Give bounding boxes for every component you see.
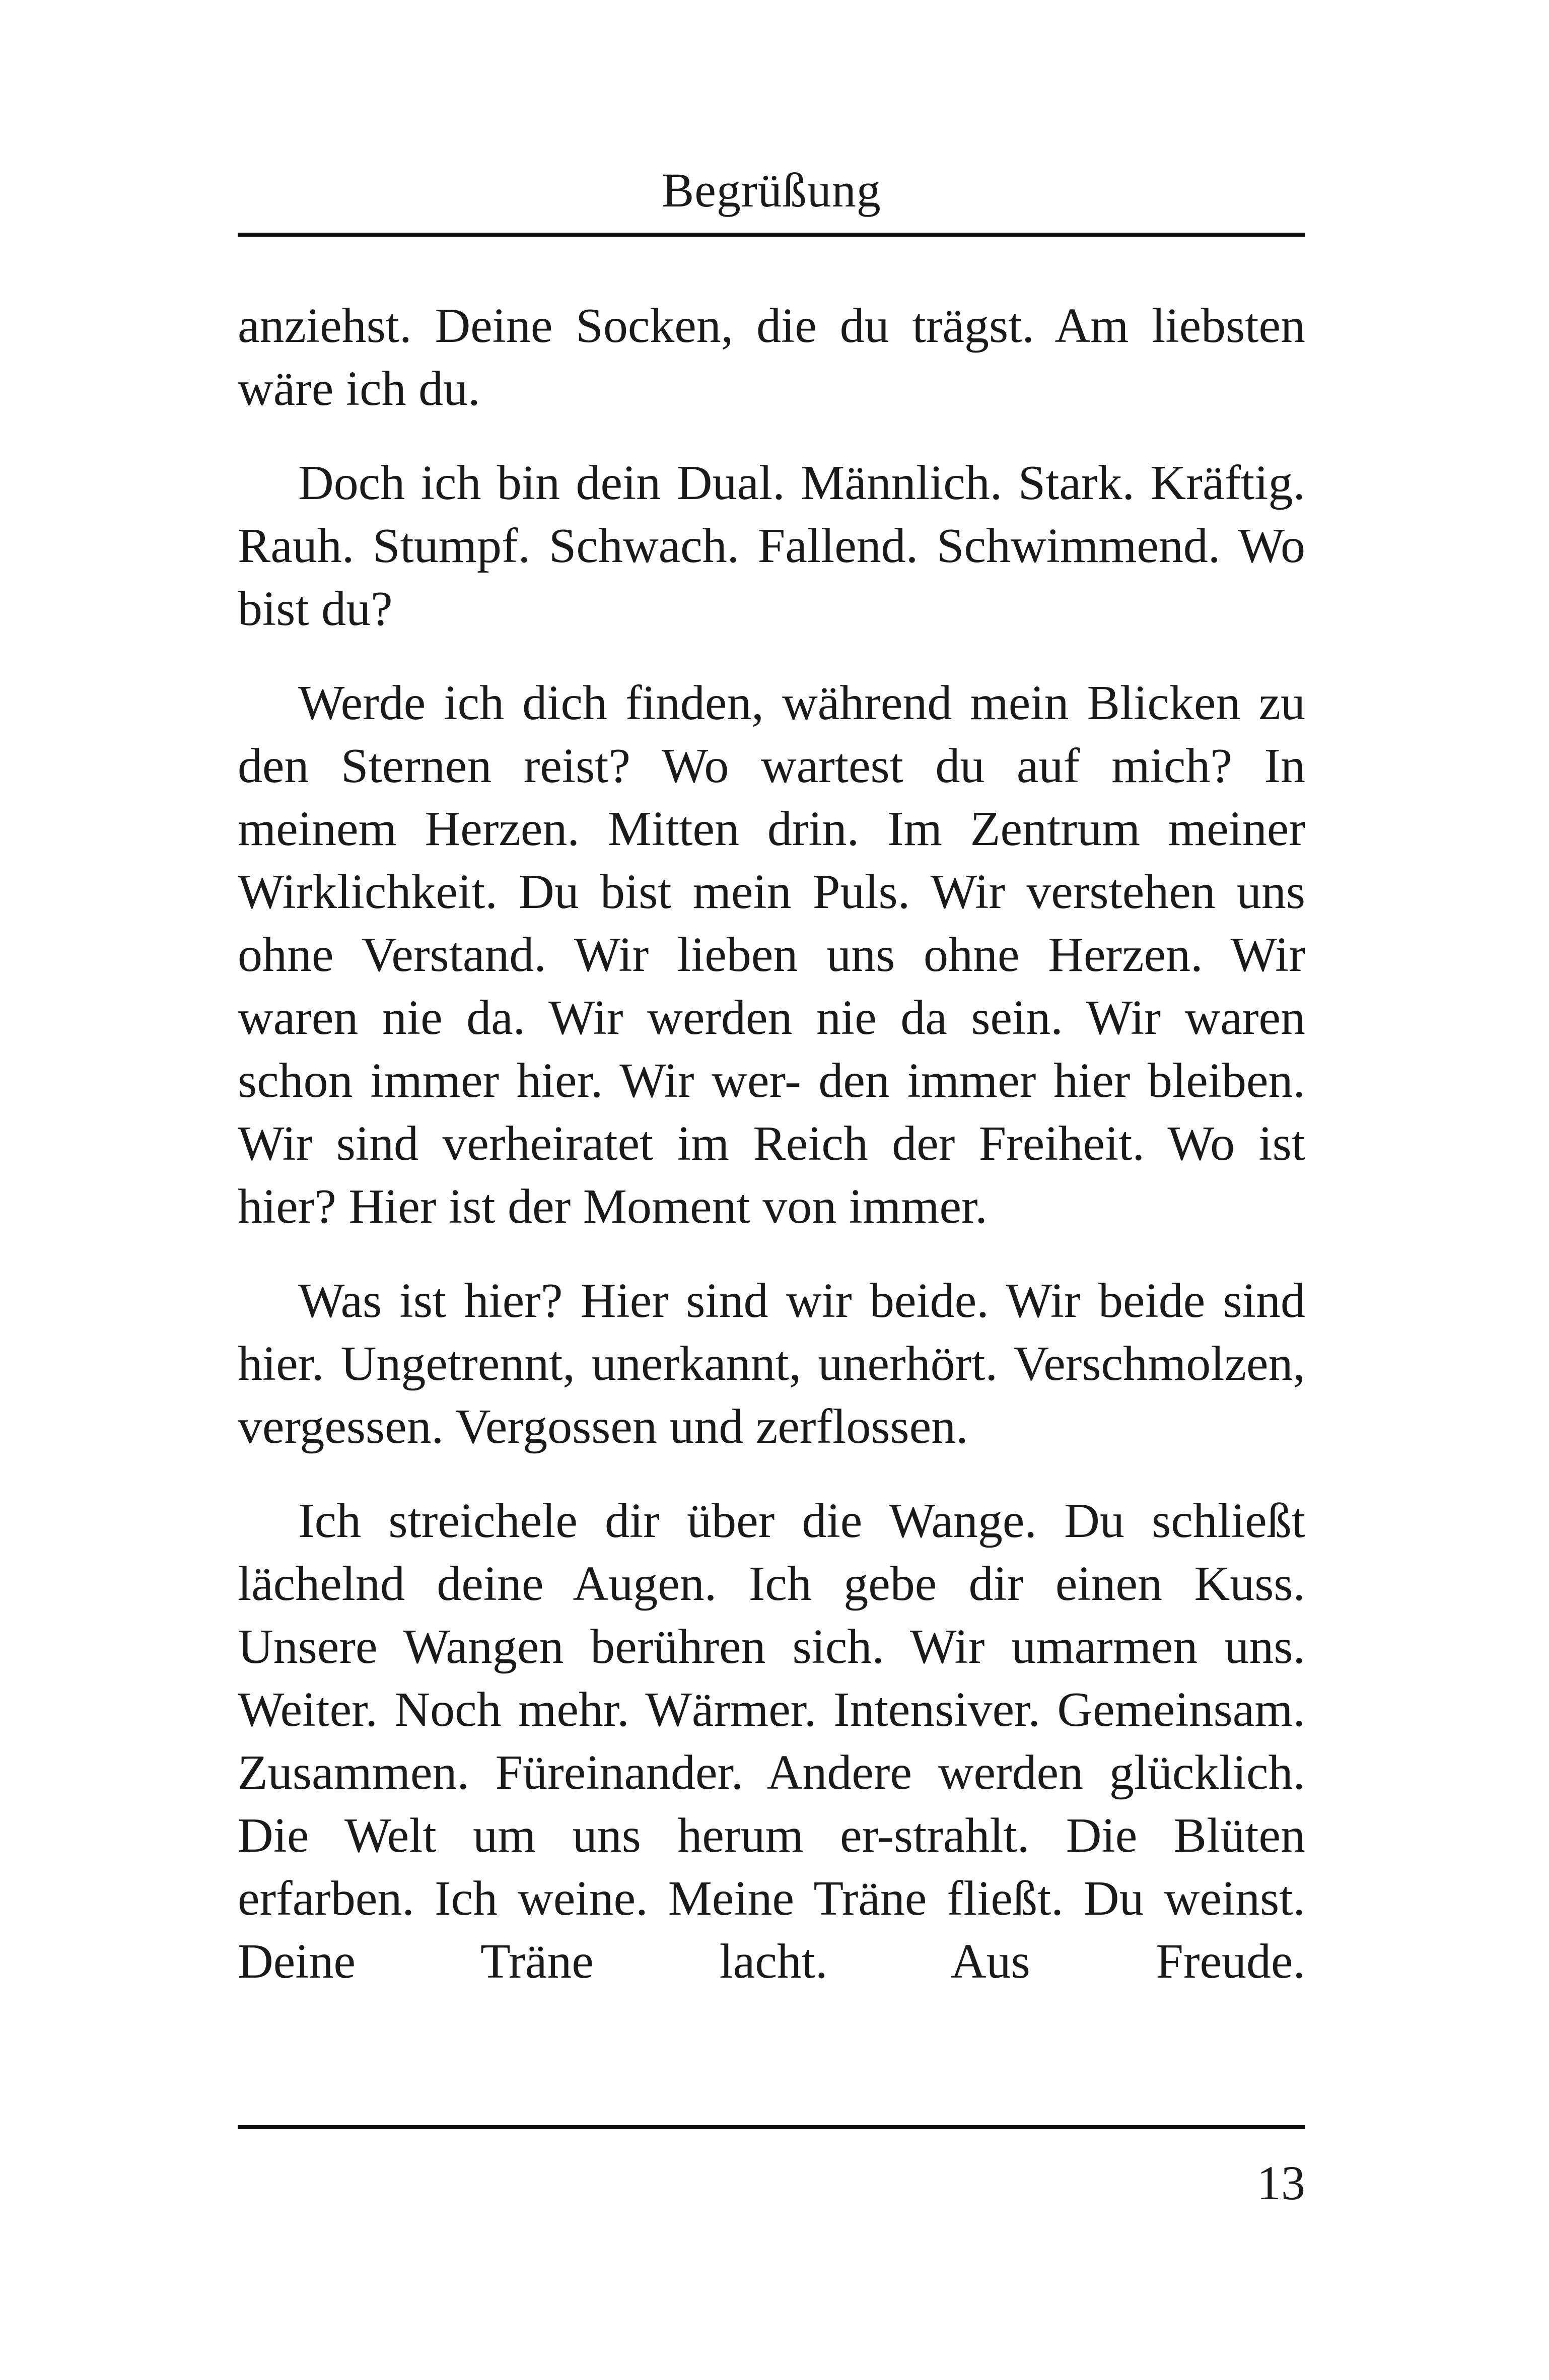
paragraph: anziehst. Deine Socken, die du trägst. Am liebsten wäre ich du. bbox=[238, 299, 1305, 416]
paragraph: Ich streichele dir über die Wange. Du schließt lächelnd deine Augen. Ich gebe dir einen Kuss. Unsere Wangen berühren sich. Wir umarmen uns. Weiter. Noch mehr. Wärmer. Intensiver. Gemeinsam. Zusammen. Füreinander. Andere werden glücklich. Die Welt um uns herum er-strahlt. Die Blüten erfarben. Ich weine. Meine Träne fließt. Du weinst. Deine Träne lacht. Aus Freude. bbox=[238, 1494, 1305, 1989]
paragraph: Was ist hier? Hier sind wir beide. Wir beide sind hier. Ungetrennt, unerkannt, unerhört. Verschmolzen, vergessen. Vergossen und zerflossen. bbox=[238, 1274, 1305, 1454]
body-text bbox=[238, 295, 1305, 1993]
footer-rule bbox=[238, 2125, 1305, 2129]
paragraph: Werde ich dich finden, während mein Blicken zu den Sternen reist? Wo wartest du auf mich? In meinem Herzen. Mitten drin. Im Zentrum meiner Wirklichkeit. Du bist mein Puls. Wir verstehen uns ohne Verstand. Wir lieben uns ohne Herzen. Wir waren nie da. Wir werden nie da sein. Wir waren schon immer hier. Wir wer- den immer hier bleiben. Wir sind verheiratet im Reich der Freiheit. Wo ist hier? Hier ist der Moment von immer. bbox=[238, 676, 1305, 1234]
page-number: 13 bbox=[1257, 2156, 1305, 2210]
paragraph: Doch ich bin dein Dual. Männlich. Stark. Kräftig. Rauh. Stumpf. Schwach. Fallend. Schwimmend. Wo bist du? bbox=[238, 456, 1305, 636]
header-rule bbox=[238, 233, 1305, 237]
running-header: Begrüßung bbox=[662, 163, 881, 217]
